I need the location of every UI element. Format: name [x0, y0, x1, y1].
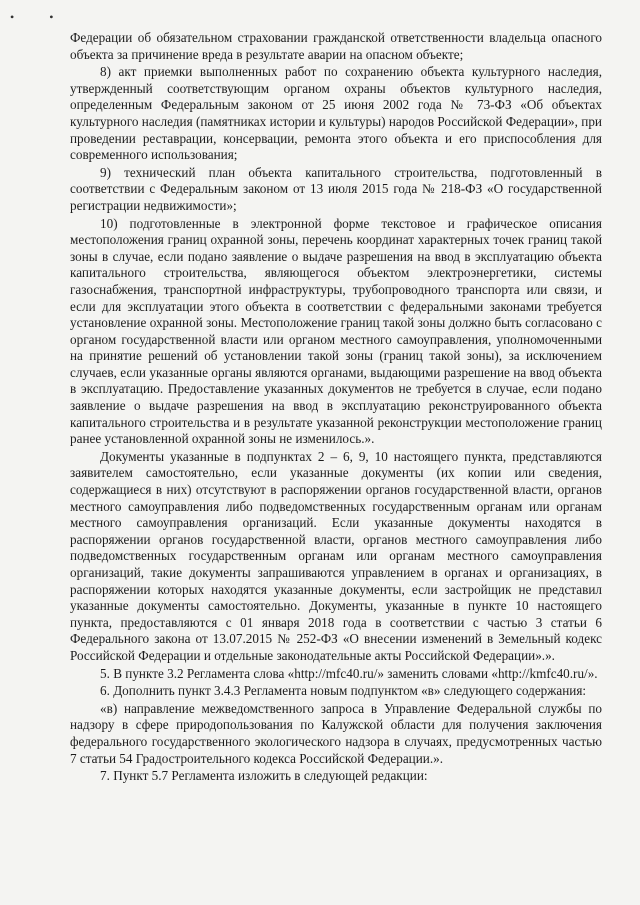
paragraph-clause-5: 5. В пункте 3.2 Регламента слова «http://mfc40.ru/» заменить словами «http://kmfc40.ru/».: [100, 665, 598, 681]
paragraph-insurance-end: Федерации об обязательном страховании гражданской ответственности владельца опасного объекта за причинение вреда в результате аварии на опасном объекте;: [70, 30, 602, 62]
paragraph-clause-7: 7. Пункт 5.7 Регламента изложить в следующей редакции:: [100, 768, 428, 784]
paragraph-item-8: 8) акт приемки выполненных работ по сохранению объекта культурного наследия, утвержденный соответствующим органом охраны объектов культурного наследия, определенным Федеральным законом от 25 июня 2002 года № 73-ФЗ «Об объектах культурного наследия (памятниках истории и культуры) народов Российской Федерации», при проведении реставрации, консервации, ремонта этого объекта и его приспособления для современного использования;: [70, 64, 602, 163]
paragraph-documents-note: Документы указанные в подпунктах 2 – 6, 9, 10 настоящего пункта, представляются заявителем самостоятельно, если указанные документы (их копии или сведения, содержащиеся в них) отсутствуют в распоряжении органов государственной власти, органов местного самоуправления либо подведомственных государственным органам или органам местного самоуправления организаций. Если указанные документы находятся в распоряжении органов государственной власти, органов местного самоуправления либо подведомственных государственным органам или органам местного самоуправления организаций, такие документы запрашиваются управлением в органах и организациях, в распоряжении которых находятся указанные документы, если застройщик не представил указанные документы самостоятельно. Документы, указанные в пункте 10 настоящего пункта, предоставляются с 01 января 2018 года в соответствии с частью 3 статьи 6 Федерального закона от 13.07.2015 № 252-ФЗ «О внесении изменений в Земельный кодекс Российской Федерации и отдельные законодательные акты Российской Федерации».».: [70, 448, 602, 663]
paragraph-item-9: 9) технический план объекта капитального строительства, подготовленный в соответствии с Федеральным законом от 13 июля 2015 года № 218-ФЗ «О государственной регистрации недвижимости»;: [70, 164, 602, 213]
paragraph-clause-6: 6. Дополнить пункт 3.4.3 Регламента новым подпунктом «в» следующего содержания:: [100, 683, 587, 699]
paragraph-item-10: 10) подготовленные в электронной форме текстовое и графическое описания местоположения границ охранной зоны, перечень координат характерных точек границ такой зоны в случае, если подано заявление о выдаче разрешения на ввод в эксплуатацию объекта капитального строительства, являющегося объектом электроэнергетики, системы газоснабжения, транспортной инфраструктуры, трубопроводного транспорта или связи, и если для эксплуатации этого объекта в соответствии с федеральными законами требуется установление охранной зоны. Местоположение границ такой зоны должно быть согласовано с органом государственной власти или органом местного самоуправления, уполномоченными на принятие решений об установлении такой зоны (границ такой зоны), за исключением случаев, если указанные органы являются органами, выдающими разрешение на ввод объекта в эксплуатацию. Предоставление указанных документов не требуется в случае, если подано заявление о выдаче разрешения на ввод в эксплуатацию реконструированного объекта капитального строительства и в результате указанной реконструкции местоположение границ ранее установленной охранной зоны не изменилось.».: [70, 215, 602, 447]
scan-marks: • •: [10, 10, 70, 24]
paragraph-subitem-v: «в) направление межведомственного запроса в Управление Федеральной службы по надзору в сфере природопользования по Калужской области для получения заключения федерального государственного экологического надзора в случаях, предусмотренных частью 7 статьи 54 Градостроительного кодекса Российской Федерации.».: [70, 700, 602, 766]
